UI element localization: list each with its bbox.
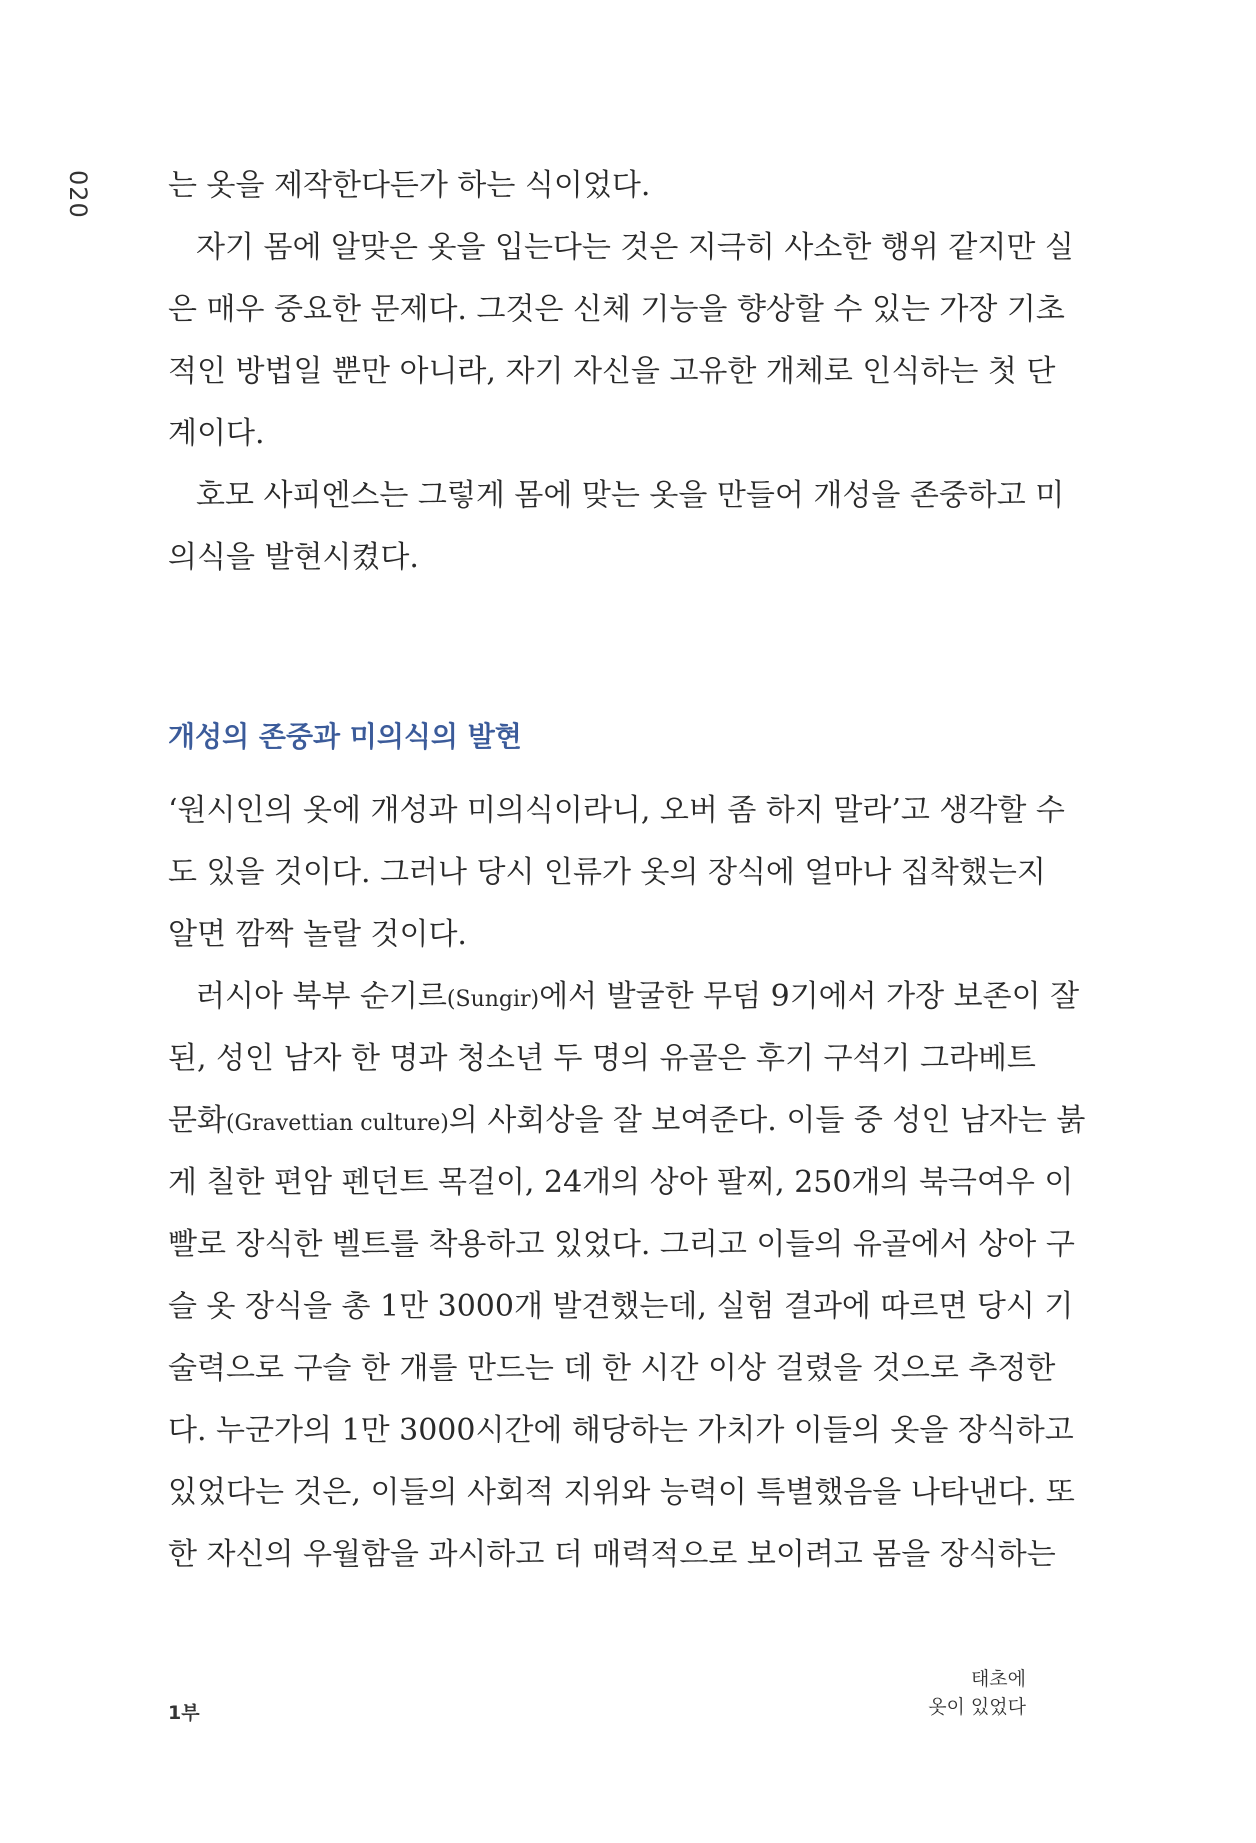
paragraph-line: 는 옷을 제작한다든가 하는 식이었다. — [168, 168, 651, 203]
text-run: 의 사회상을 잘 보여준다. 이들 중 성인 남자는 붉 — [448, 1103, 1086, 1138]
paragraph-line — [168, 966, 1080, 1028]
paragraph-line: 계이다. — [168, 416, 265, 451]
text-run: 에서 발굴한 무덤 9기에서 가장 보존이 잘 — [539, 979, 1080, 1014]
paragraph-line: 적인 방법일 뿐만 아니라, 자기 자신을 고유한 개체로 인식하는 첫 단 — [168, 354, 1056, 389]
paragraph-line: 술력으로 구슬 한 개를 만드는 데 한 시간 이상 걸렸을 것으로 추정한 — [168, 1351, 1056, 1386]
paragraph-line: 의식을 발현시켰다. — [168, 540, 419, 575]
paragraph-line: 다. 누군가의 1만 3000시간에 해당하는 가치가 이들의 옷을 장식하고 — [168, 1413, 1074, 1448]
page-number: 020 — [64, 170, 92, 219]
paragraph-line: 한 자신의 우월함을 과시하고 더 매력적으로 보이려고 몸을 장식하는 — [168, 1537, 1056, 1572]
body-text-section-1 — [168, 155, 1074, 589]
body-text-section-2 — [168, 780, 1086, 1586]
latin-term: (Gravettian culture) — [225, 1111, 449, 1136]
footer-book-title — [928, 1665, 1026, 1721]
latin-term: (Sungir) — [446, 987, 540, 1012]
paragraph-line: 도 있을 것이다. 그러나 당시 인류가 옷의 장식에 얼마나 집착했는지 — [168, 855, 1046, 890]
paragraph-line: 있었다는 것은, 이들의 사회적 지위와 능력이 특별했음을 나타낸다. 또 — [168, 1475, 1075, 1510]
footer-title-line: 옷이 있었다 — [928, 1696, 1026, 1718]
paragraph-line: 빨로 장식한 벨트를 착용하고 있었다. 그리고 이들의 유골에서 상아 구 — [168, 1227, 1075, 1262]
paragraph-line: 은 매우 중요한 문제다. 그것은 신체 기능을 향상할 수 있는 가장 기초 — [168, 292, 1065, 327]
paragraph-line: ‘원시인의 옷에 개성과 미의식이라니, 오버 좀 하지 말라’고 생각할 수 — [168, 793, 1065, 828]
paragraph-line: 호모 사피엔스는 그렇게 몸에 맞는 옷을 만들어 개성을 존중하고 미 — [196, 478, 1065, 513]
paragraph-line: 알면 깜짝 놀랄 것이다. — [168, 917, 467, 952]
footer-part-label: 1부 — [168, 1702, 200, 1724]
section-heading: 개성의 존중과 미의식의 발현 — [168, 720, 522, 753]
footer-title-line: 태초에 — [970, 1668, 1026, 1690]
paragraph-line: 자기 몸에 알맞은 옷을 입는다는 것은 지극히 사소한 행위 같지만 실 — [196, 230, 1074, 265]
text-run: 러시아 북부 순기르 — [196, 979, 447, 1014]
paragraph-line — [168, 1090, 1086, 1152]
paragraph-line: 슬 옷 장식을 총 1만 3000개 발견했는데, 실험 결과에 따르면 당시 기 — [168, 1289, 1074, 1324]
text-run: 문화 — [168, 1103, 226, 1138]
paragraph-line: 된, 성인 남자 한 명과 청소년 두 명의 유골은 후기 구석기 그라베트 — [168, 1041, 1036, 1076]
paragraph-line: 게 칠한 편암 펜던트 목걸이, 24개의 상아 팔찌, 250개의 북극여우 이 — [168, 1165, 1074, 1200]
